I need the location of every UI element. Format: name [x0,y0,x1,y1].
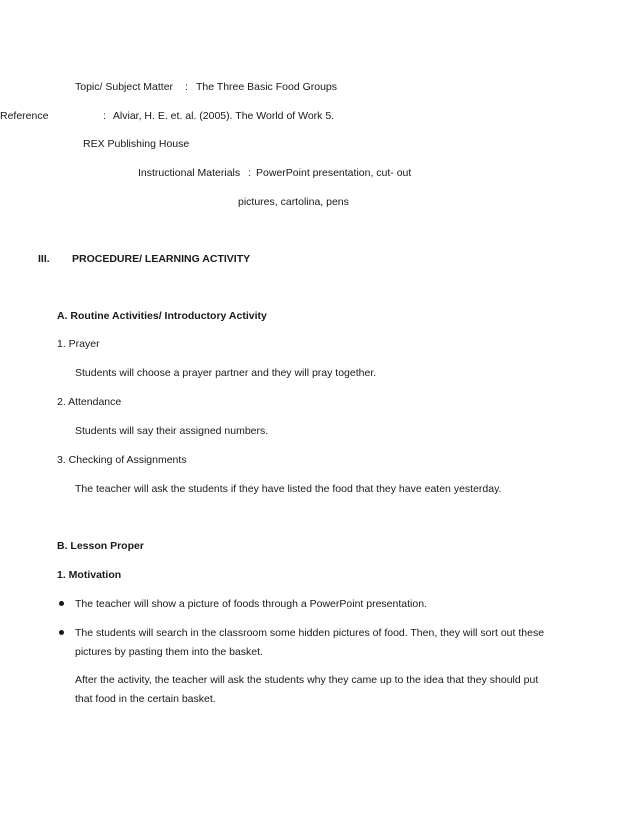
reference-line [103,109,334,123]
bullet-icon [59,630,64,635]
item-1-text: Students will choose a prayer partner and they will pray together. [75,367,377,379]
motivation-heading: 1. Motivation [57,569,122,581]
bullet-2-text: The students will search in the classroom some hidden pictures of food. Then, they will sort out these [75,627,545,639]
topic-label: Topic/ Subject Matter [75,81,174,93]
materials-label: Instructional Materials [138,167,241,179]
after-activity-text-continued: that food in the certain basket. [75,693,216,705]
topic-value: The Three Basic Food Groups [195,81,338,93]
materials-value: PowerPoint presentation, cut- out [256,167,412,179]
after-activity-text: After the activity, the teacher will ask the students why they came up to the idea that they should put [75,674,539,686]
materials-line [138,166,411,180]
reference-separator: : [103,110,106,122]
reference-publisher: REX Publishing House [83,138,190,150]
section-numeral: III. [38,253,50,265]
materials-value-continued: pictures, cartolina, pens [238,196,349,208]
topic-line [75,80,337,94]
part-b-heading: B. Lesson Proper [57,540,144,552]
item-3-text: The teacher will ask the students if they have listed the food that they have eaten yesterday. [75,483,502,495]
reference-label: Reference [0,110,49,122]
materials-separator: : [248,167,252,179]
bullet-1-text: The teacher will show a picture of foods through a PowerPoint presentation. [75,598,427,610]
bullet-2-text-continued: pictures by pasting them into the basket. [75,646,263,658]
reference-value: Alviar, H. E. et. al. (2005). The World of Work 5. [112,110,335,122]
item-1-label: 1. Prayer [57,338,100,350]
item-2-label: 2. Attendance [57,396,122,408]
item-3-label: 3. Checking of Assignments [57,454,187,466]
item-2-text: Students will say their assigned numbers. [75,425,269,437]
part-a-heading: A. Routine Activities/ Introductory Activity [57,310,267,322]
bullet-icon [59,601,64,606]
section-title: PROCEDURE/ LEARNING ACTIVITY [72,253,251,265]
topic-separator: : [185,81,188,93]
